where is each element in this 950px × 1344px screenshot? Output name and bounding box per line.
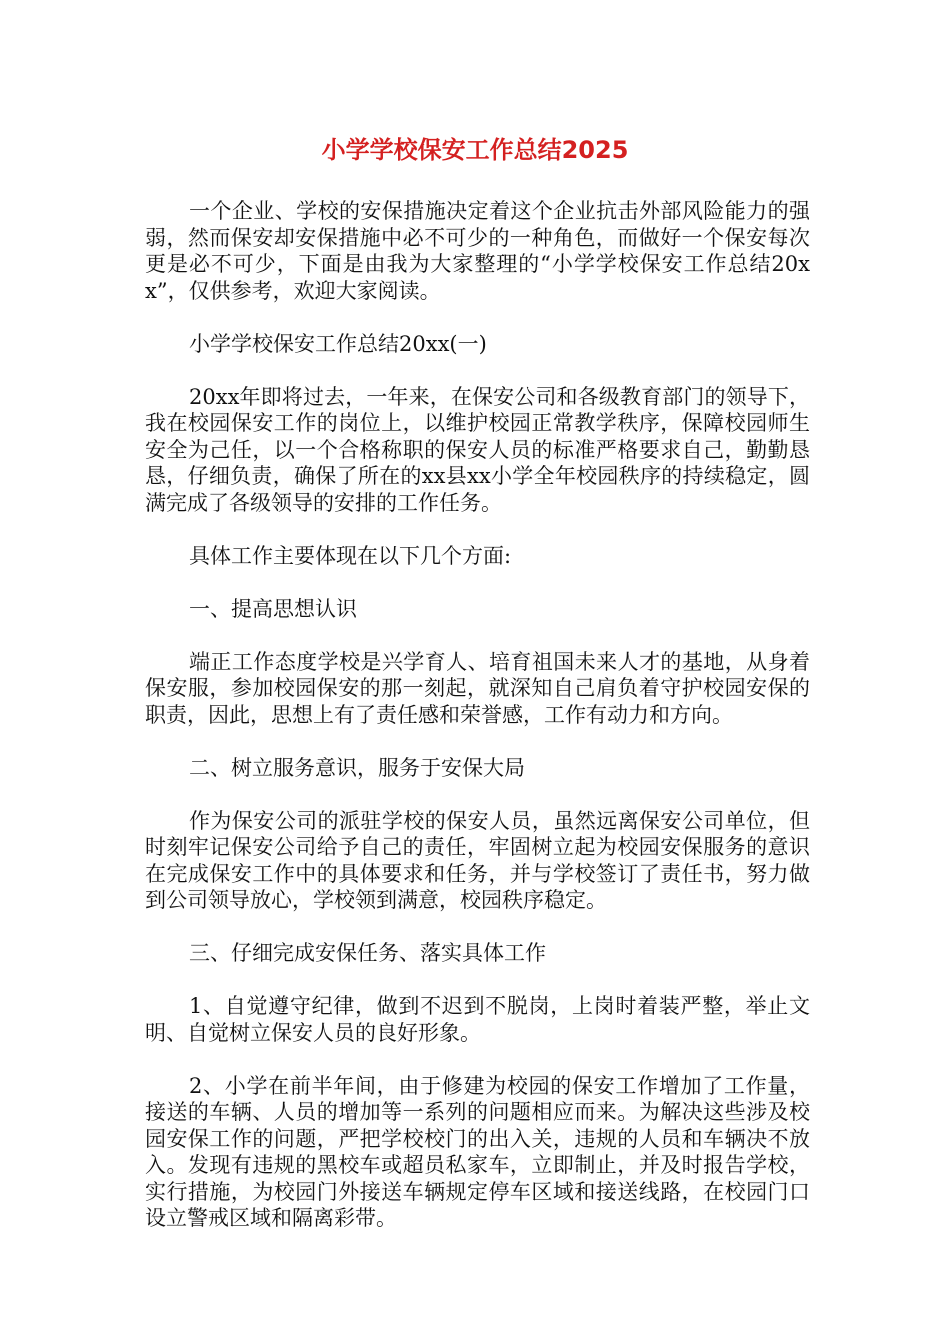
heading-two: 二、树立服务意识，服务于安保大局 — [189, 755, 525, 780]
document-body — [145, 198, 810, 1258]
item-two-paragraph: 2、小学在前半年间，由于修建为校园的保安工作增加了工作量，接送的车辆、人员的增加等一系列的问题相应而来。为解决这些涉及校园安保工作的问题，严把学校校门的出入关，违规的人员和车辆决不放入。发现有违规的黑校车或超员私家车，立即制止，并及时报告学校，实行措施，为校园门外接送车辆规定停车区域和接送线路，在校园门口设立警戒区域和隔离彩带。 — [145, 1073, 810, 1230]
section-subtitle: 小学学校保安工作总结20xx(一) — [189, 331, 487, 356]
intro-paragraph: 一个企业、学校的安保措施决定着这个企业抗击外部风险能力的强弱，然而保安却安保措施中必不可少的一种角色，而做好一个保安每次更是必不可少，下面是由我为大家整理的“小学学校保安工作总结20xx”，仅供参考，欢迎大家阅读。 — [145, 199, 810, 303]
heading-one: 一、提高思想认识 — [189, 596, 357, 621]
document-title: 小学学校保安工作总结2025 — [321, 136, 629, 164]
overview-paragraph: 20xx年即将过去，一年来，在保安公司和各级教育部门的领导下，我在校园保安工作的岗位上，以维护校园正常教学秩序，保障校园师生安全为己任，以一个合格称职的保安人员的标准严格要求自己，勤勤恳恳，仔细负责，确保了所在的xx县xx小学全年校园秩序的持续稳定，圆满完成了各级领导的安排的工作任务。 — [145, 384, 810, 515]
heading-three: 三、仔细完成安保任务、落实具体工作 — [189, 941, 546, 965]
item-one-paragraph: 1、自觉遵守纪律，做到不迟到不脱岗，上岗时着装严整，举止文明、自觉树立保安人员的良好形象。 — [145, 994, 810, 1045]
attitude-paragraph: 端正工作态度学校是兴学育人、培育祖国未来人才的基地，从身着保安服，参加校园保安的那一刻起，就深知自己肩负着守护校园安保的职责，因此，思想上有了责任感和荣誉感，工作有动力和方向。 — [145, 649, 810, 727]
service-paragraph: 作为保安公司的派驻学校的保安人员，虽然远离保安公司单位，但时刻牢记保安公司给予自己的责任，牢固树立起为校园安保服务的意识在完成保安工作中的具体要求和任务，并与学校签订了责任书，努力做到公司领导放心，学校领到满意，校园秩序稳定。 — [145, 808, 810, 912]
aspects-intro: 具体工作主要体现在以下几个方面: — [189, 543, 512, 568]
